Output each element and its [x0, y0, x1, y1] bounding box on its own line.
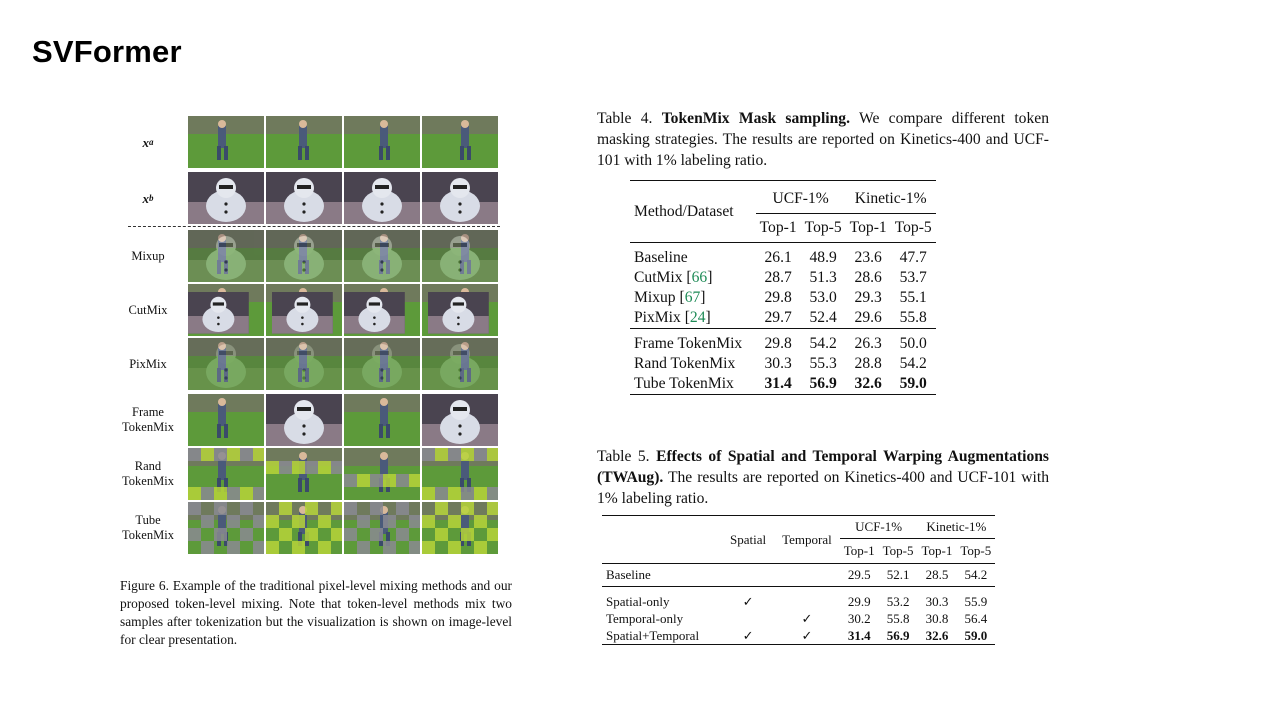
table4-cell: 32.6 [854, 375, 882, 392]
table4-cell: 48.9 [809, 249, 837, 266]
figure-row-label: PixMix [129, 356, 167, 371]
table5-row [602, 610, 995, 627]
table5-method: Spatial-only [606, 593, 670, 609]
table4-cell: 29.7 [764, 309, 792, 326]
table5-cell: 28.5 [925, 567, 949, 582]
table5-caption-rest: The results are reported on Kinetics-400 and UCF-101 with 1% labeling ratio. [597, 469, 1049, 507]
spatial-check [722, 564, 774, 587]
table4-cell: 56.9 [809, 375, 837, 392]
video-frame [188, 338, 264, 390]
table4-cell: 47.7 [899, 249, 927, 266]
video-frame [266, 338, 342, 390]
method-name: PixMix [634, 309, 681, 326]
figure-row-label: CutMix [128, 302, 168, 317]
table4-method: Mixup [67] [634, 289, 706, 306]
table5-caption [597, 446, 1049, 509]
table5-sub-top1-kinetic: Top-1 [921, 543, 953, 558]
citation-link[interactable]: 67 [684, 289, 701, 306]
frame-strip [188, 116, 500, 168]
temporal-check [774, 587, 840, 611]
table5-cell: 31.4 [847, 627, 871, 643]
spatial-check [722, 610, 774, 627]
table4-cell: 55.1 [899, 289, 927, 306]
slide-title: SVFormer [32, 34, 182, 69]
table4-group-kinetic: Kinetic-1% [846, 181, 936, 214]
table4-cell: 51.3 [809, 269, 837, 286]
table4-cell: 29.6 [854, 309, 882, 326]
figure-row-label [112, 172, 184, 224]
video-frame [188, 394, 264, 446]
table4-cell: 50.0 [899, 335, 927, 352]
table4-method: PixMix [24] [634, 309, 711, 326]
temporal-check: ✓ [801, 610, 813, 626]
table5-group-kinetic: Kinetic-1% [918, 516, 996, 539]
video-frame [344, 116, 420, 168]
table4-method [630, 374, 756, 395]
table5-method: Spatial+Temporal [606, 627, 700, 643]
video-frame [344, 394, 420, 446]
video-frame [422, 394, 498, 446]
table5-caption-bold: Effects of Spatial and Temporal Warping Augmentations (TWAug). [597, 448, 1049, 486]
figure-row-label: Frame TokenMix [122, 405, 174, 434]
spatial-check: ✓ [742, 593, 754, 609]
table4-cell: 28.8 [854, 355, 882, 372]
frame-strip [188, 338, 500, 390]
figure-row-label: Tube TokenMix [122, 513, 174, 542]
table4-row [630, 374, 936, 395]
table4-cell: 26.3 [854, 335, 882, 352]
citation-link[interactable]: 24 [689, 309, 706, 326]
table4-cell: 55.8 [899, 309, 927, 326]
video-frame [344, 338, 420, 390]
table4-sub-top1-ucf: Top-1 [759, 219, 797, 236]
table4-cell: 54.2 [809, 335, 837, 352]
table4-method [630, 354, 756, 374]
video-frame [422, 172, 498, 224]
table5-header-temporal: Temporal [782, 531, 832, 547]
video-frame [344, 448, 420, 500]
figure-row-label: Rand TokenMix [122, 459, 174, 488]
temporal-check [774, 564, 840, 587]
table5-header-spatial: Spatial [730, 531, 767, 547]
video-frame [422, 230, 498, 282]
frame-strip [188, 394, 500, 446]
method-name: Tube TokenMix [634, 375, 734, 392]
table4-caption-prefix: Table 4. [597, 110, 653, 127]
table4-cell: 29.3 [854, 289, 882, 306]
citation-link[interactable]: 66 [691, 269, 708, 286]
figure-row-label [112, 116, 184, 168]
video-frame [266, 394, 342, 446]
table4-cell: 28.6 [854, 269, 882, 286]
dashed-separator [128, 226, 500, 227]
method-name: Baseline [634, 249, 688, 266]
video-frame [266, 230, 342, 282]
figure-caption: Figure 6. Example of the traditional pixel-level mixing methods and our proposed token-level mixing. Note that token-level methods mix two samples after tokenization but the visualization is shown on image-level for clear presentation. [120, 578, 512, 647]
table4-caption [597, 108, 1049, 171]
table4-cell: 54.2 [899, 355, 927, 372]
math-var: x [142, 134, 149, 150]
table4-method [630, 243, 756, 269]
video-frame [344, 230, 420, 282]
table4-row [630, 288, 936, 308]
frame-strip [188, 502, 500, 554]
table5-sub-top1-ucf: Top-1 [843, 543, 875, 558]
frame-strip [188, 448, 500, 500]
video-frame [266, 502, 342, 554]
table5-cell: 59.0 [964, 627, 988, 643]
table4-cell: 28.7 [764, 269, 792, 286]
video-frame [422, 116, 498, 168]
table4-cell: 53.7 [899, 269, 927, 286]
video-frame [344, 172, 420, 224]
figure-row [112, 338, 512, 390]
table5 [602, 515, 995, 645]
table5-cell: 56.4 [964, 610, 988, 626]
table4-method [630, 329, 756, 355]
frame-strip [188, 172, 500, 224]
table4-row [630, 268, 936, 288]
table5-group-ucf: UCF-1% [840, 516, 918, 539]
method-name: CutMix [634, 269, 683, 286]
table5-row [602, 564, 995, 587]
figure-row-label: Mixup [131, 248, 165, 263]
table5-caption-prefix: Table 5. [597, 448, 650, 465]
video-frame [188, 448, 264, 500]
video-frame [422, 502, 498, 554]
table5-cell: 30.2 [847, 610, 871, 626]
table5-cell: 56.9 [886, 627, 910, 643]
video-frame [188, 284, 264, 336]
table4-method: CutMix [66] [634, 269, 713, 286]
table5-sub-top5-ucf: Top-5 [882, 543, 914, 558]
method-name: Frame TokenMix [634, 335, 743, 352]
figure-row [112, 284, 512, 336]
temporal-check: ✓ [801, 627, 813, 643]
math-var: x [142, 190, 149, 206]
table4-cell: 31.4 [764, 375, 792, 392]
table4 [630, 180, 936, 395]
table4-cell: 26.1 [764, 249, 792, 266]
table4-row [630, 329, 936, 355]
figure-row [112, 502, 512, 554]
video-frame [188, 230, 264, 282]
table5-cell: 53.2 [886, 593, 910, 609]
method-name: Rand TokenMix [634, 355, 736, 372]
frame-strip [188, 284, 500, 336]
table5-row [602, 587, 995, 611]
table4-cell: 23.6 [854, 249, 882, 266]
video-frame [422, 338, 498, 390]
figure-row [112, 172, 512, 224]
table4-group-ucf: UCF-1% [756, 181, 846, 214]
table4-sub-top5-ucf: Top-5 [804, 219, 842, 236]
table5-sub-top5-kinetic: Top-5 [960, 543, 992, 558]
figure-row [112, 448, 512, 500]
math-sub: a [149, 136, 154, 147]
video-frame [422, 448, 498, 500]
spatial-check: ✓ [742, 627, 754, 643]
video-frame [344, 502, 420, 554]
video-frame [266, 172, 342, 224]
video-frame [266, 448, 342, 500]
video-frame [344, 284, 420, 336]
figure-row [112, 116, 512, 168]
table4-sub-top1-kinetic: Top-1 [849, 219, 887, 236]
figure-row [112, 230, 512, 282]
table4-caption-bold: TokenMix Mask sampling. [661, 110, 850, 127]
table4-row [630, 243, 936, 269]
table5-cell: 55.9 [964, 593, 988, 609]
video-frame [188, 502, 264, 554]
table5-cell: 55.8 [886, 610, 910, 626]
table5-cell: 30.3 [925, 593, 949, 609]
table4-row [630, 308, 936, 329]
table4-cell: 29.8 [764, 289, 792, 306]
table4-cell: 59.0 [899, 375, 927, 392]
table5-cell: 29.5 [847, 567, 871, 582]
figure-row [112, 394, 512, 446]
table4-cell: 53.0 [809, 289, 837, 306]
table4-caption-rest: We compare different token masking strategies. The results are reported on Kinetics-400 and UCF-101 with 1% labeling ratio. [597, 110, 1049, 169]
video-frame [188, 116, 264, 168]
video-frame [188, 172, 264, 224]
video-frame [266, 116, 342, 168]
table4-cell: 52.4 [809, 309, 837, 326]
math-sub: b [149, 192, 154, 203]
table4-cell: 55.3 [809, 355, 837, 372]
table5-cell: 29.9 [847, 593, 871, 609]
table5-cell: 52.1 [886, 567, 910, 582]
table5-method: Baseline [606, 567, 651, 582]
table5-cell: 30.8 [925, 610, 949, 626]
table5-method: Temporal-only [606, 610, 684, 626]
table4-cell: 29.8 [764, 335, 792, 352]
video-frame [266, 284, 342, 336]
table4-cell: 30.3 [764, 355, 792, 372]
video-frame [422, 284, 498, 336]
table4-header-method: Method/Dataset [630, 181, 756, 243]
method-name: Mixup [634, 289, 676, 306]
table4-row [630, 354, 936, 374]
frame-strip [188, 230, 500, 282]
table5-row [602, 627, 995, 645]
table5-cell: 32.6 [925, 627, 949, 643]
table4-sub-top5-kinetic: Top-5 [894, 219, 932, 236]
table5-cell: 54.2 [964, 567, 988, 582]
